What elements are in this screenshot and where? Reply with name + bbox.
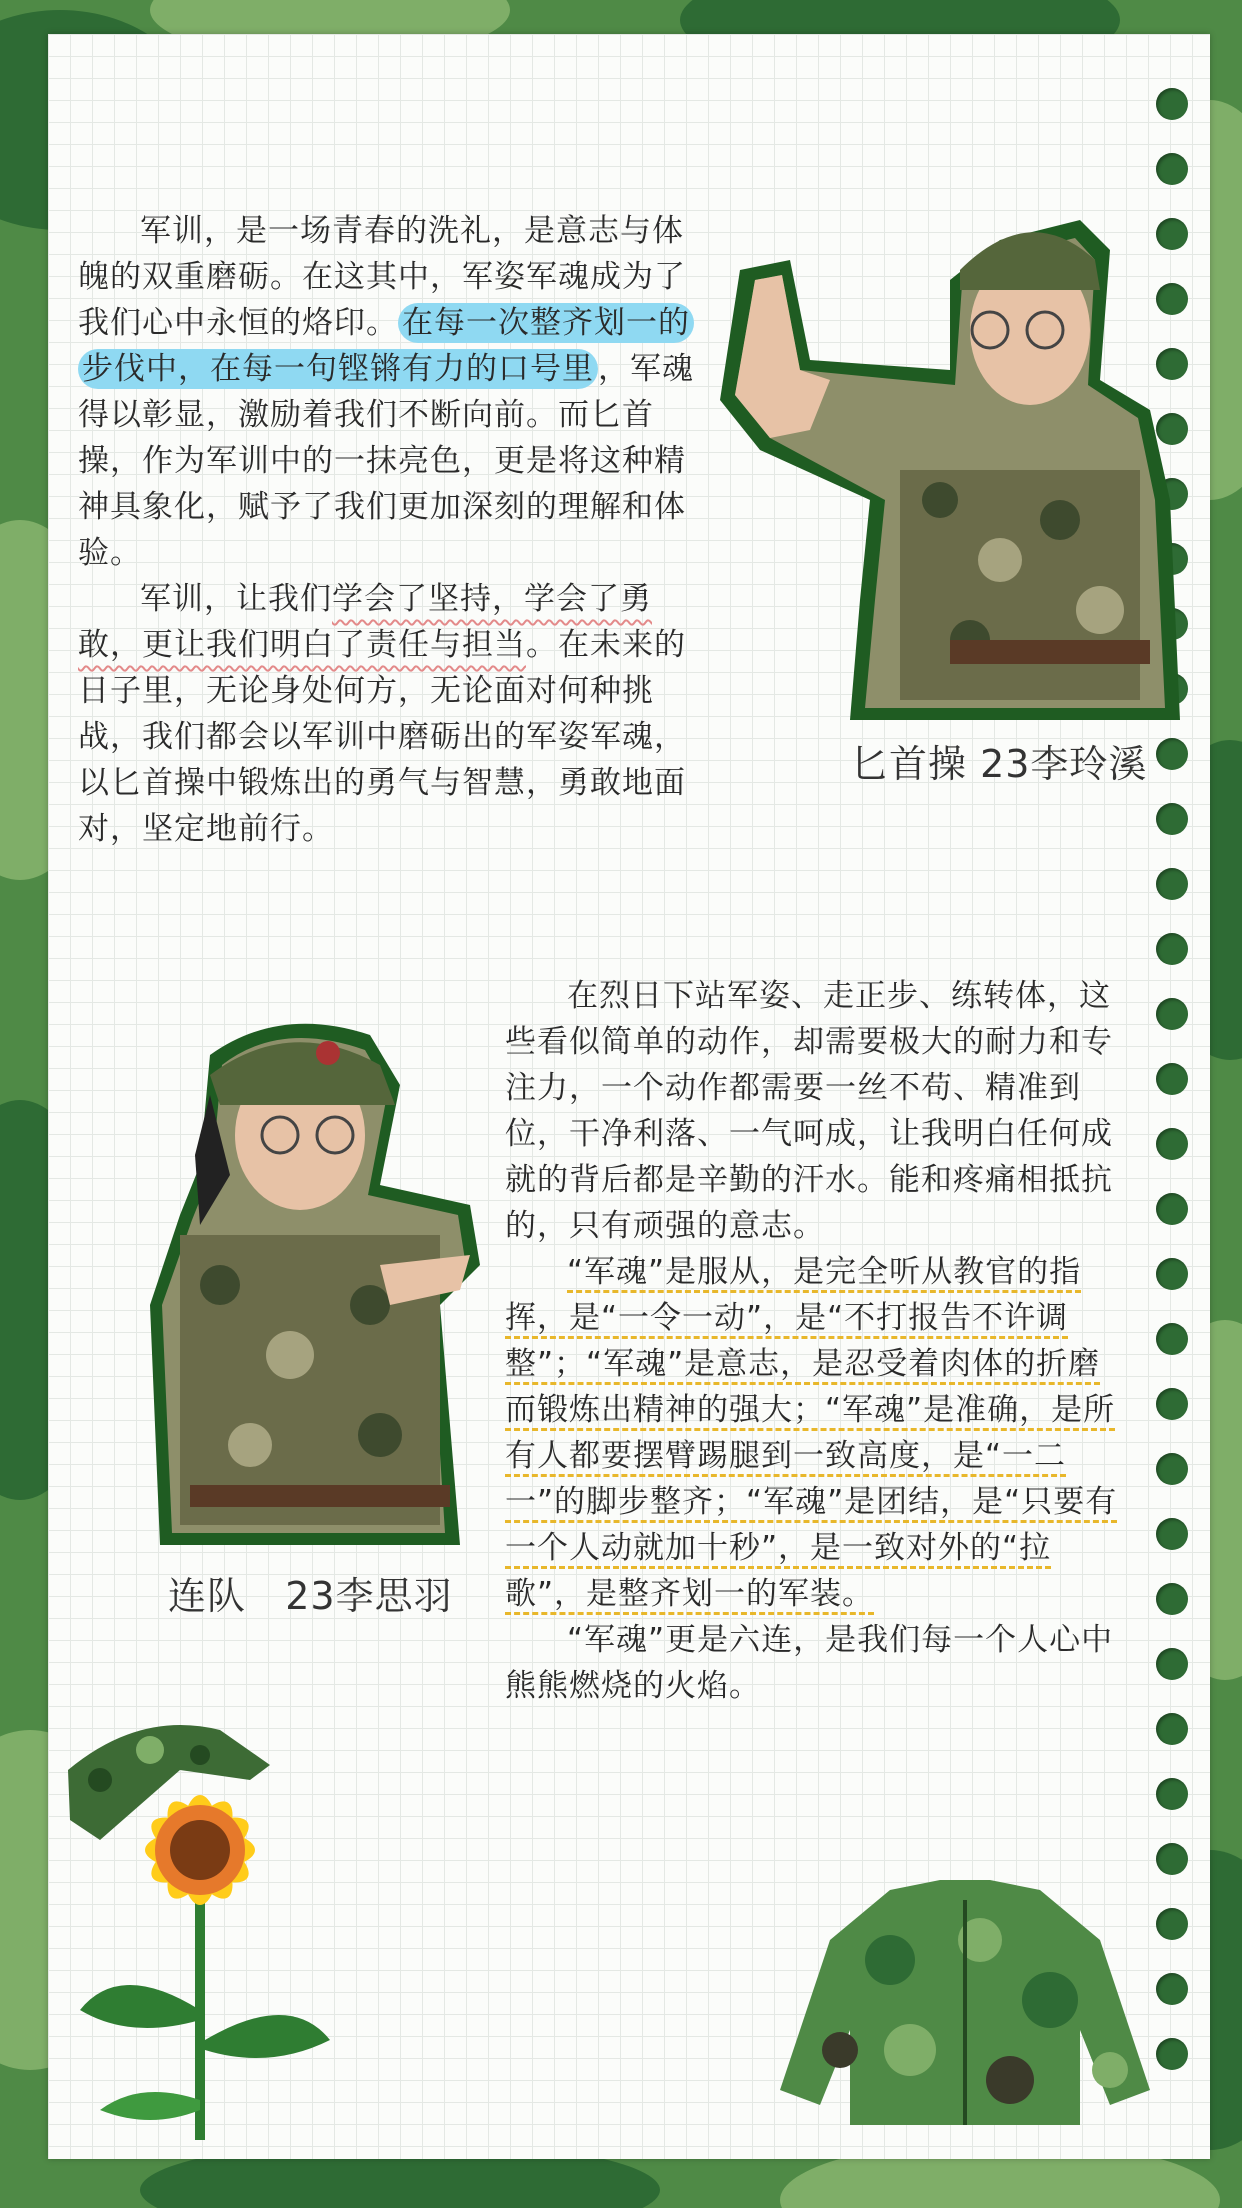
ring-hole	[1156, 933, 1188, 965]
p2-text-c: 。在未来的日子里，无论身处何方，无论面对何种挑战，我们都会以军训中磨砺出的军姿军魂，以匕首操中锻炼出的勇气与智慧，勇敢地面对，坚定地前行。	[78, 627, 686, 847]
article-top-text	[78, 208, 698, 852]
camo-jacket	[780, 1880, 1150, 2130]
ring-hole	[1156, 998, 1188, 1030]
paragraph-3: 在烈日下站军姿、走正步、练转体，这些看似简单的动作，却需要极大的耐力和专注力，一个动作都需要一丝不苟、精准到位，干净利落、一气呵成，让我明白任何成就的背后都是辛勤的汗水。能和疼痛相抵抗的，只有顽强的意志。	[505, 978, 1113, 1244]
p2-text-a: 军训，让我们	[140, 581, 332, 617]
paragraph-5: “军魂”更是六连，是我们每一个人心中熊熊燃烧的火焰。	[505, 1622, 1114, 1704]
paragraph-2	[78, 576, 698, 852]
ring-hole	[1156, 803, 1188, 835]
sunflower-with-cap	[60, 1710, 350, 2150]
p2-wavy-underline: 学会了坚持，学会了勇敢，更让我们明白了责任与担当	[78, 581, 652, 663]
ring-hole	[1156, 1193, 1188, 1225]
ring-hole	[1156, 2038, 1188, 2070]
ring-hole	[1156, 1843, 1188, 1875]
ring-hole	[1156, 88, 1188, 120]
ring-hole	[1156, 1453, 1188, 1485]
ring-hole	[1156, 738, 1188, 770]
ring-hole	[1156, 1973, 1188, 2005]
ring-hole	[1156, 1128, 1188, 1160]
ring-hole	[1156, 1778, 1188, 1810]
p1-highlight: 在每一次整齐划一的步伐中，在每一句铿锵有力的口号里	[78, 303, 694, 389]
ring-hole	[1156, 868, 1188, 900]
p1-text-c: ，军魂得以彰显，激励着我们不断向前。而匕首操，作为军训中的一抹亮色，更是将这种精神具象化，赋予了我们更加深刻的理解和体验。	[78, 351, 694, 571]
soldier-photo-female-salute	[140, 1005, 490, 1545]
ring-hole	[1156, 1323, 1188, 1355]
paragraph-4	[505, 1249, 1125, 1617]
paragraph-1	[78, 208, 698, 576]
ring-hole	[1156, 1713, 1188, 1745]
ring-hole	[1156, 1583, 1188, 1615]
ring-hole	[1156, 1648, 1188, 1680]
ring-hole	[1156, 1518, 1188, 1550]
p1-text-a: 军训，是一场青春的洗礼，是意志与体魄的双重磨砺。在这其中，军姿军魂成为了我们心中永恒的烙印。	[78, 213, 686, 341]
ring-hole	[1156, 1063, 1188, 1095]
caption-bottom: 连队 23李思羽	[168, 1574, 453, 1618]
ring-hole	[1156, 1388, 1188, 1420]
ring-hole	[1156, 1258, 1188, 1290]
ring-hole	[1156, 1908, 1188, 1940]
soldier-photo-female-stop-gesture	[700, 180, 1180, 720]
caption-top: 匕首操 23李玲溪	[850, 742, 1148, 786]
p4-dashed-underline: “军魂”是服从，是完全听从教官的指挥，是“一令一动”，是“不打报告不许调整”；“军魂”是意志，是忍受着肉体的折磨而锻炼出精神的强大；“军魂”是准确，是所有人都要摆臂踢腿到一致高度，是“一二一”的脚步整齐；“军魂”是团结，是“只要有一个人动就加十秒”，是一致对外的“拉歌”，是整齐划一的军装。	[505, 1254, 1118, 1612]
article-bottom-text	[505, 973, 1125, 1709]
